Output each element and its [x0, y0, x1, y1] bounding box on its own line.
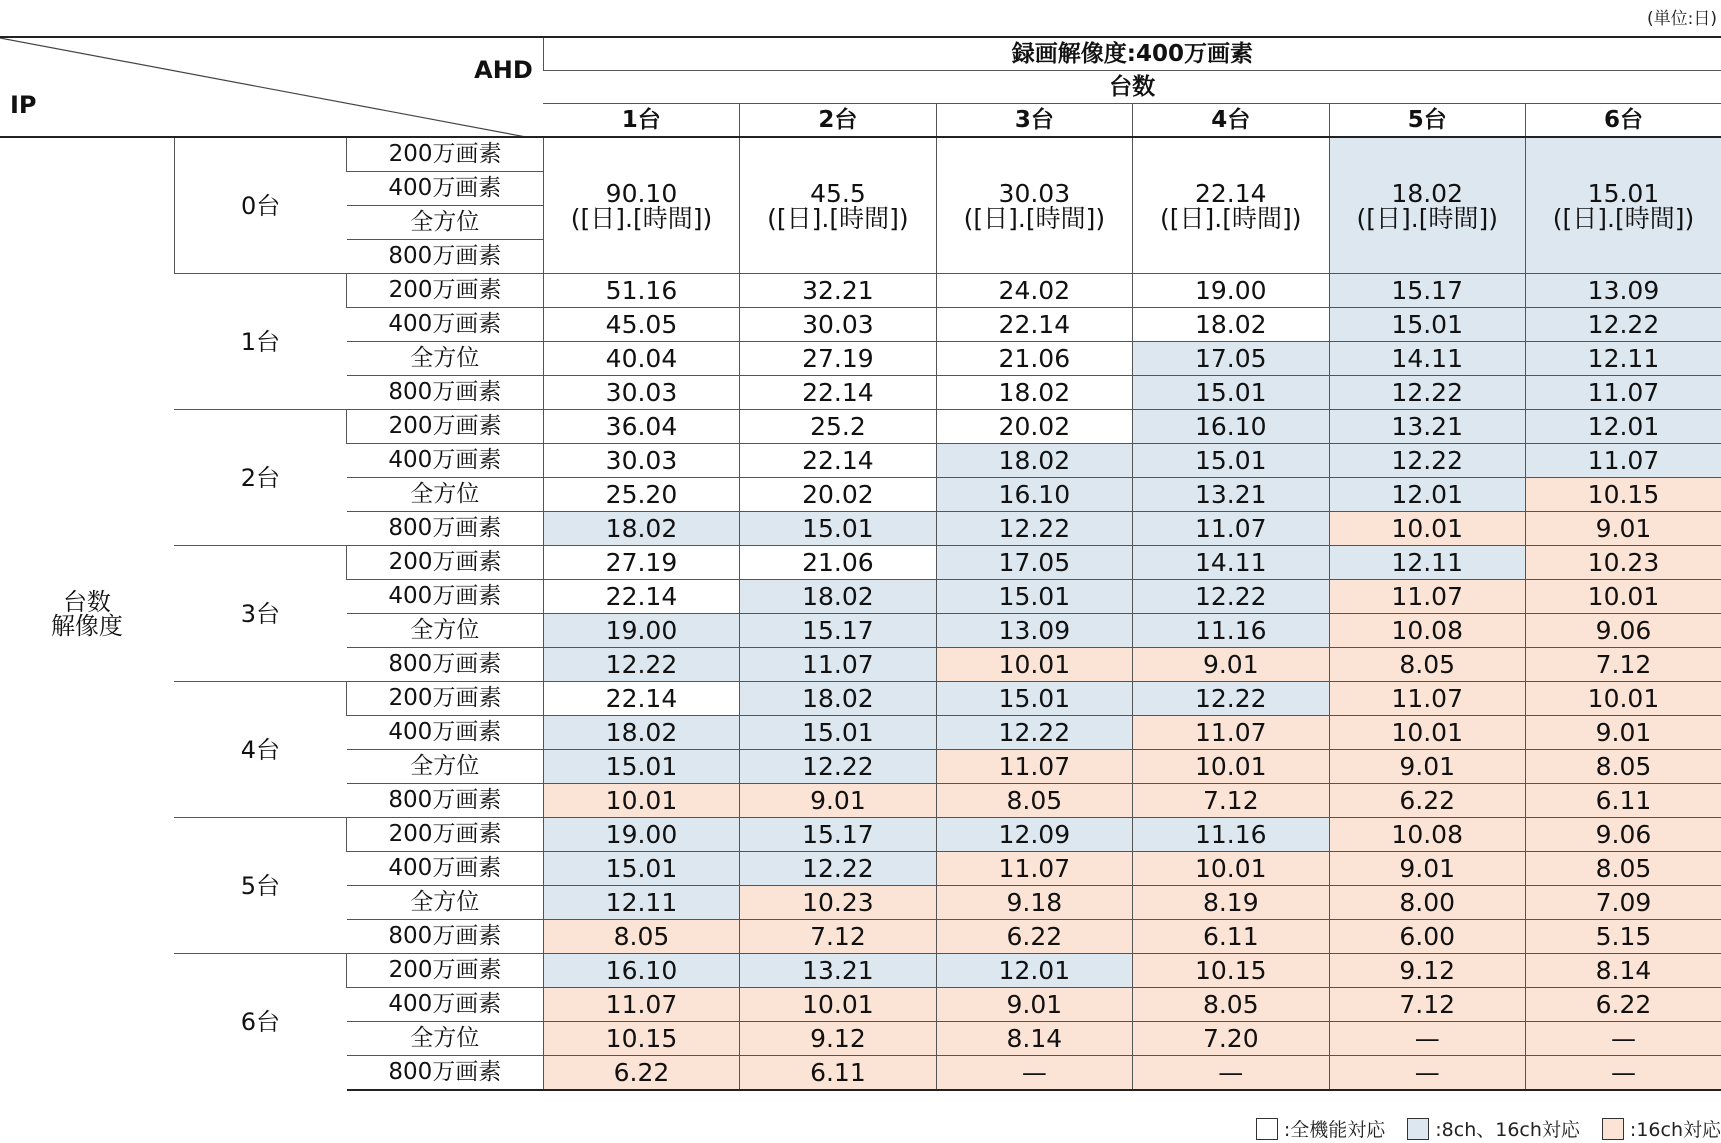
value-cell: 6.00 [1329, 920, 1525, 954]
cell-value: 30.03 [998, 178, 1071, 208]
value-cell: 12.01 [1525, 410, 1721, 444]
value-cell: 18.02 [543, 512, 739, 546]
value-cell: 11.07 [1525, 444, 1721, 478]
value-cell: 7.12 [1329, 988, 1525, 1022]
table-row [0, 410, 1721, 444]
ip-count-label: 5台 [174, 818, 346, 954]
column-header-1: 1台 [543, 104, 739, 138]
value-cell: 18.02 [740, 682, 936, 716]
corner-header [0, 37, 543, 137]
value-cell: 13.09 [936, 614, 1132, 648]
value-cell: 8.00 [1329, 886, 1525, 920]
value-cell: 9.06 [1525, 614, 1721, 648]
value-cell: 8.14 [936, 1022, 1132, 1056]
value-cell: 8.19 [1133, 886, 1329, 920]
value-cell: 10.01 [1133, 750, 1329, 784]
column-header-4: 4台 [1133, 104, 1329, 138]
resolution-label: 200万画素 [347, 274, 543, 308]
diagonal-divider [0, 38, 542, 137]
cell-unit-note: ([日].[時間]) [1356, 203, 1498, 233]
cell-value: 22.14 [1194, 178, 1267, 208]
cell-unit-note: ([日].[時間]) [963, 203, 1106, 233]
value-cell: 15.01 [1133, 444, 1329, 478]
value-cell: 11.07 [936, 750, 1132, 784]
value-cell: 15.17 [1329, 274, 1525, 308]
value-cell: — [1525, 1022, 1721, 1056]
value-cell: 12.22 [1133, 580, 1329, 614]
value-cell: 19.00 [543, 818, 739, 852]
resolution-label: 800万画素 [347, 648, 543, 682]
value-cell: 15.01 [936, 682, 1132, 716]
value-cell: 10.08 [1329, 614, 1525, 648]
merged-value-cell [936, 137, 1132, 274]
value-cell: 7.12 [1525, 648, 1721, 682]
value-cell: 10.23 [1525, 546, 1721, 580]
value-cell: 45.05 [543, 308, 739, 342]
value-cell: 11.16 [1133, 614, 1329, 648]
value-cell: 11.07 [1133, 716, 1329, 750]
value-cell: 15.01 [1329, 308, 1525, 342]
resolution-label: 200万画素 [347, 682, 543, 716]
table-row [0, 274, 1721, 308]
cell-unit-note: ([日].[時間]) [1160, 203, 1302, 233]
value-cell: 6.11 [1525, 784, 1721, 818]
value-cell: 16.10 [1133, 410, 1329, 444]
value-cell: 9.12 [1329, 954, 1525, 988]
cell-value: 15.01 [1587, 178, 1660, 208]
value-cell: 11.07 [1329, 682, 1525, 716]
value-cell: 11.07 [1525, 376, 1721, 410]
value-cell: 12.22 [1525, 308, 1721, 342]
value-cell: 12.11 [1329, 546, 1525, 580]
value-cell: 21.06 [740, 546, 936, 580]
value-cell: 10.01 [1329, 512, 1525, 546]
value-cell: — [1329, 1022, 1525, 1056]
legend-item [1407, 1115, 1580, 1142]
value-cell: 10.01 [1329, 716, 1525, 750]
value-cell: 12.11 [1525, 342, 1721, 376]
resolution-label: 全方位 [347, 750, 543, 784]
value-cell: 12.22 [740, 852, 936, 886]
table-row [0, 137, 1721, 172]
value-cell: 13.21 [1133, 478, 1329, 512]
value-cell: 9.01 [1525, 512, 1721, 546]
value-cell: 10.01 [1525, 580, 1721, 614]
legend-label: :16ch対応 [1629, 1119, 1721, 1141]
value-cell: 30.03 [543, 376, 739, 410]
resolution-label: 全方位 [347, 1022, 543, 1056]
value-cell: 10.15 [1525, 478, 1721, 512]
resolution-label: 400万画素 [347, 172, 543, 206]
resolution-label: 400万画素 [347, 444, 543, 478]
value-cell: 27.19 [543, 546, 739, 580]
resolution-label: 800万画素 [347, 784, 543, 818]
value-cell: 25.20 [543, 478, 739, 512]
resolution-label: 800万画素 [347, 376, 543, 410]
value-cell: 19.00 [543, 614, 739, 648]
resolution-label: 400万画素 [347, 716, 543, 750]
value-cell: 30.03 [740, 308, 936, 342]
value-cell: 8.05 [936, 784, 1132, 818]
legend-item [1602, 1115, 1721, 1142]
ahd-label: AHD [474, 56, 533, 84]
value-cell: 21.06 [936, 342, 1132, 376]
value-cell: 18.02 [936, 376, 1132, 410]
value-cell: 12.11 [543, 886, 739, 920]
value-cell: 16.10 [936, 478, 1132, 512]
cell-unit-note: ([日].[時間]) [570, 203, 713, 233]
value-cell: 32.21 [740, 274, 936, 308]
value-cell: 18.02 [543, 716, 739, 750]
value-cell: — [1329, 1056, 1525, 1091]
value-cell: 14.11 [1133, 546, 1329, 580]
ip-label: IP [10, 91, 37, 119]
value-cell: 11.16 [1133, 818, 1329, 852]
legend-label: :8ch、16ch対応 [1435, 1119, 1580, 1141]
resolution-label: 200万画素 [347, 546, 543, 580]
column-header-2: 2台 [740, 104, 936, 138]
value-cell: 15.01 [740, 716, 936, 750]
value-cell: 8.05 [1525, 750, 1721, 784]
cell-value: 18.02 [1391, 178, 1463, 208]
value-cell: 8.14 [1525, 954, 1721, 988]
value-cell: 9.01 [1525, 716, 1721, 750]
value-cell: 22.14 [543, 682, 739, 716]
value-cell: 11.07 [1329, 580, 1525, 614]
value-cell: 17.05 [936, 546, 1132, 580]
value-cell: 10.01 [543, 784, 739, 818]
resolution-label: 400万画素 [347, 988, 543, 1022]
resolution-label: 400万画素 [347, 308, 543, 342]
value-cell: 8.05 [1329, 648, 1525, 682]
resolution-label: 200万画素 [347, 954, 543, 988]
value-cell: 9.01 [1329, 852, 1525, 886]
value-cell: 24.02 [936, 274, 1132, 308]
ip-count-label: 6台 [174, 954, 346, 1091]
resolution-label: 800万画素 [347, 1056, 543, 1091]
resolution-label: 800万画素 [347, 512, 543, 546]
value-cell: 10.23 [740, 886, 936, 920]
legend-swatch [1602, 1118, 1624, 1140]
value-cell: 17.05 [1133, 342, 1329, 376]
value-cell: 15.17 [740, 818, 936, 852]
value-cell: 27.19 [740, 342, 936, 376]
value-cell: 7.09 [1525, 886, 1721, 920]
resolution-label: 200万画素 [347, 818, 543, 852]
table-row [0, 818, 1721, 852]
value-cell: 15.01 [543, 852, 739, 886]
value-cell: 10.01 [1525, 682, 1721, 716]
value-cell: 12.22 [1329, 444, 1525, 478]
value-cell: 20.02 [936, 410, 1132, 444]
value-cell: 7.12 [1133, 784, 1329, 818]
merged-value-cell [740, 137, 936, 274]
row-axis-label-line: 解像度 [50, 612, 123, 640]
value-cell: 10.08 [1329, 818, 1525, 852]
value-cell: 6.22 [936, 920, 1132, 954]
value-cell: — [1133, 1056, 1329, 1091]
value-cell: 10.01 [1133, 852, 1329, 886]
value-cell: 18.02 [740, 580, 936, 614]
column-header-5: 5台 [1329, 104, 1525, 138]
value-cell: 51.16 [543, 274, 739, 308]
value-cell: 12.01 [936, 954, 1132, 988]
value-cell: 16.10 [543, 954, 739, 988]
value-cell: 9.01 [1133, 648, 1329, 682]
ip-count-label: 4台 [174, 682, 346, 818]
resolution-label: 全方位 [347, 886, 543, 920]
merged-value-cell [1329, 137, 1525, 274]
resolution-label: 全方位 [347, 342, 543, 376]
row-axis-label [0, 137, 174, 1090]
value-cell: 11.07 [543, 988, 739, 1022]
value-cell: 8.05 [543, 920, 739, 954]
value-cell: 5.15 [1525, 920, 1721, 954]
ip-count-label: 3台 [174, 546, 346, 682]
value-cell: 8.05 [1133, 988, 1329, 1022]
column-header-6: 6台 [1525, 104, 1721, 138]
table-row [0, 954, 1721, 988]
value-cell: 13.21 [1329, 410, 1525, 444]
merged-value-cell [543, 137, 739, 274]
value-cell: 12.22 [543, 648, 739, 682]
legend-swatch [1256, 1118, 1278, 1140]
value-cell: 13.21 [740, 954, 936, 988]
value-cell: 12.22 [1133, 682, 1329, 716]
value-cell: 13.09 [1525, 274, 1721, 308]
value-cell: 18.02 [936, 444, 1132, 478]
legend-swatch [1407, 1118, 1429, 1140]
resolution-label: 全方位 [347, 614, 543, 648]
resolution-label: 400万画素 [347, 580, 543, 614]
recording-resolution-title: 録画解像度:400万画素 [543, 37, 1721, 71]
recording-days-table [0, 36, 1721, 1091]
value-cell: 14.11 [1329, 342, 1525, 376]
value-cell: 22.14 [543, 580, 739, 614]
value-cell: 11.07 [740, 648, 936, 682]
value-cell: 6.11 [1133, 920, 1329, 954]
value-cell: 22.14 [936, 308, 1132, 342]
resolution-label: 400万画素 [347, 852, 543, 886]
value-cell: 12.22 [936, 512, 1132, 546]
merged-value-cell [1133, 137, 1329, 274]
value-cell: 18.02 [1133, 308, 1329, 342]
value-cell: 12.01 [1329, 478, 1525, 512]
cell-unit-note: ([日].[時間]) [767, 203, 909, 233]
resolution-label: 全方位 [347, 478, 543, 512]
value-cell: 11.07 [936, 852, 1132, 886]
value-cell: 12.22 [1329, 376, 1525, 410]
value-cell: 15.01 [936, 580, 1132, 614]
legend-item [1256, 1115, 1385, 1142]
value-cell: 6.22 [1525, 988, 1721, 1022]
table-row [0, 682, 1721, 716]
column-header-3: 3台 [936, 104, 1132, 138]
value-cell: 10.15 [1133, 954, 1329, 988]
cell-unit-note: ([日].[時間]) [1552, 203, 1695, 233]
value-cell: 10.01 [740, 988, 936, 1022]
unit-note: (単位:日) [1647, 9, 1717, 29]
value-cell: 9.06 [1525, 818, 1721, 852]
resolution-label: 200万画素 [347, 410, 543, 444]
value-cell: 8.05 [1525, 852, 1721, 886]
value-cell: 12.22 [936, 716, 1132, 750]
value-cell: 15.01 [1133, 376, 1329, 410]
value-cell: 9.01 [936, 988, 1132, 1022]
value-cell: 9.01 [1329, 750, 1525, 784]
value-cell: 7.12 [740, 920, 936, 954]
count-subtitle: 台数 [543, 71, 1721, 104]
resolution-label: 全方位 [347, 206, 543, 240]
value-cell: 22.14 [740, 444, 936, 478]
value-cell: — [936, 1056, 1132, 1091]
value-cell: 6.22 [543, 1056, 739, 1091]
table-row [0, 546, 1721, 580]
ip-count-label: 2台 [174, 410, 346, 546]
value-cell: 20.02 [740, 478, 936, 512]
resolution-label: 200万画素 [347, 137, 543, 172]
resolution-label: 800万画素 [347, 240, 543, 274]
value-cell: 9.18 [936, 886, 1132, 920]
value-cell: 22.14 [740, 376, 936, 410]
row-axis-label-line: 台数 [62, 588, 111, 616]
value-cell: 6.11 [740, 1056, 936, 1091]
value-cell: 11.07 [1133, 512, 1329, 546]
value-cell: 15.01 [543, 750, 739, 784]
cell-value: 45.5 [810, 178, 866, 208]
value-cell: 9.01 [740, 784, 936, 818]
value-cell: 10.01 [936, 648, 1132, 682]
value-cell: — [1525, 1056, 1721, 1091]
value-cell: 6.22 [1329, 784, 1525, 818]
merged-value-cell [1525, 137, 1721, 274]
value-cell: 12.09 [936, 818, 1132, 852]
value-cell: 12.22 [740, 750, 936, 784]
legend-label: :全機能対応 [1283, 1119, 1386, 1141]
value-cell: 19.00 [1133, 274, 1329, 308]
value-cell: 36.04 [543, 410, 739, 444]
ip-count-label: 1台 [174, 274, 346, 410]
value-cell: 15.01 [740, 512, 936, 546]
value-cell: 25.2 [740, 410, 936, 444]
cell-value: 90.10 [605, 178, 678, 208]
ip-count-label: 0台 [174, 137, 346, 274]
value-cell: 10.15 [543, 1022, 739, 1056]
legend [1234, 1115, 1721, 1142]
resolution-label: 800万画素 [347, 920, 543, 954]
value-cell: 9.12 [740, 1022, 936, 1056]
value-cell: 15.17 [740, 614, 936, 648]
value-cell: 30.03 [543, 444, 739, 478]
value-cell: 40.04 [543, 342, 739, 376]
value-cell: 7.20 [1133, 1022, 1329, 1056]
